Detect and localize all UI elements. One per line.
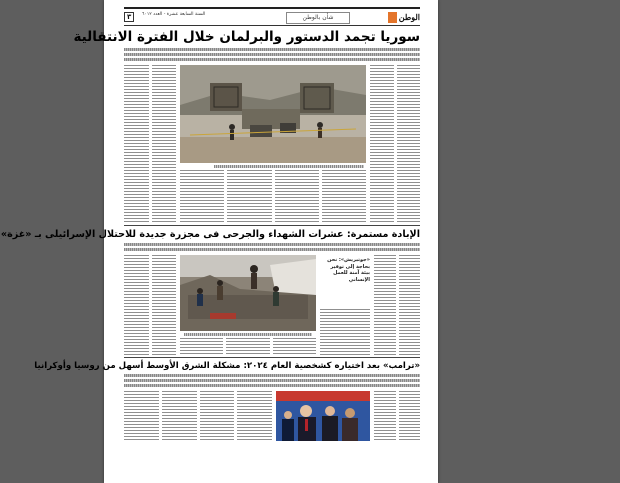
story-1-caption — [214, 165, 364, 168]
story-2-text-quote-below — [320, 309, 370, 355]
section-label: شأن بالوطن — [286, 12, 350, 24]
newspaper-logo — [388, 11, 420, 23]
story-3-subhead — [124, 384, 420, 387]
story-1-headline: سوريا تجمد الدستور والبرلمان خلال الفترة الانتقالية — [73, 29, 420, 45]
story-1-text-middle — [180, 170, 366, 223]
story-2-photo — [180, 255, 316, 331]
story-1-text-left — [124, 65, 176, 223]
story-1-subhead — [124, 48, 420, 51]
page-header — [124, 11, 420, 25]
story-2-text-left — [124, 255, 176, 355]
story-2-text-right — [374, 255, 420, 355]
story-2-subhead — [124, 248, 420, 251]
story-2-headline: الإبادة مستمرة: عشرات الشهداء والجرحى فى مجزرة جديدة للاحتلال الإسرائيلى بـ «غزة» — [0, 229, 420, 240]
story-3-text-right — [374, 391, 420, 441]
story-1-photo — [180, 65, 366, 163]
story-3-photo — [276, 391, 370, 441]
story-3-subhead — [124, 379, 420, 382]
story-1-subhead — [124, 53, 420, 56]
story-1-text-right — [370, 65, 420, 223]
story-divider — [124, 225, 420, 226]
story-2-text-middle — [180, 338, 316, 355]
story-1-subhead — [124, 58, 420, 61]
logo-mark-icon — [388, 12, 397, 23]
logo-text: الوطن — [398, 12, 420, 22]
header-rule — [124, 25, 420, 26]
story-3-subhead — [124, 374, 420, 377]
story-2-caption — [184, 333, 312, 336]
story-2-subhead — [124, 243, 420, 246]
page-number: ٣ — [124, 12, 134, 22]
story-divider — [124, 357, 420, 358]
story-2-pullquote: «جوتيريش»: نحن بحاجة إلى توفير بيئة آمنة للعمل الإنساني — [327, 257, 370, 283]
issue-meta: السنة السابعة عشرة - العدد ٦٠١٢ — [142, 12, 206, 17]
top-rule — [124, 7, 420, 9]
story-3-headline: «ترامب» بعد اختياره كشخصية العام ٢٠٢٤: مشكلة الشرق الأوسط أسهل من روسيا وأوكرانيا — [34, 361, 420, 371]
story-3-text-left — [124, 391, 272, 441]
